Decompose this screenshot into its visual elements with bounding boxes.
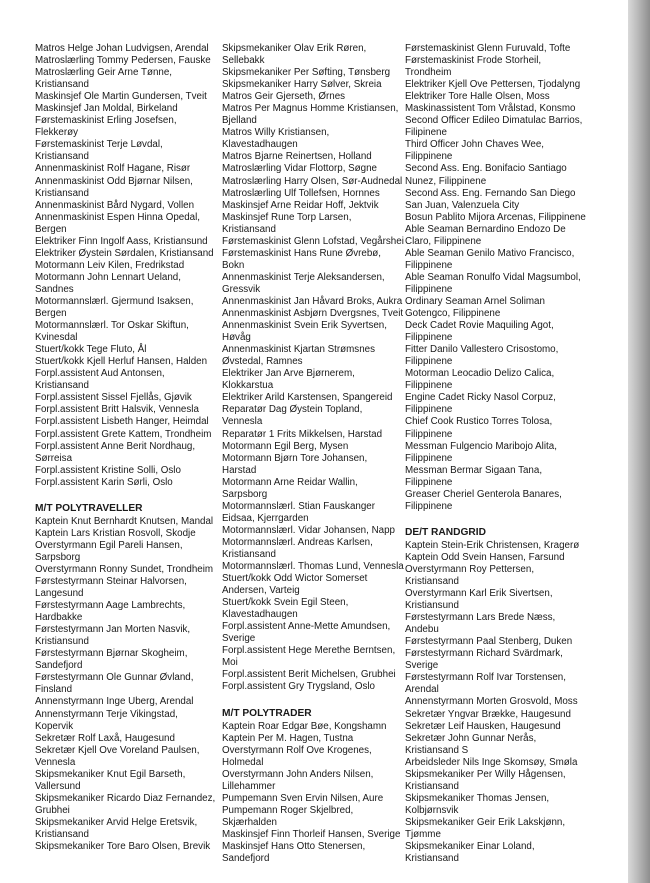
crew-entry-line: Motormann John Lennart Ueland,: [35, 271, 181, 283]
crew-entry-line: Bergen: [35, 223, 67, 235]
column-2: [222, 43, 420, 865]
crew-entry-line: Forpl.assistent Berit Michelsen, Grubhei: [222, 669, 396, 681]
crew-entry-line: Førstemaskinist Frode Storheil,: [405, 55, 542, 67]
crew-entry-line: Førstestyrmann Steinar Halvorsen,: [35, 576, 187, 588]
crew-entry-line: Filippinene: [405, 259, 453, 271]
crew-entry-line: Overstyrmann Karl Erik Sivertsen,: [405, 588, 553, 600]
crew-entry-line: Hardbakke: [35, 612, 83, 624]
crew-entry-line: Klokkarstua: [222, 380, 274, 392]
crew-entry-line: Elektriker Tore Halle Olsen, Moss: [405, 91, 550, 103]
crew-entry-line: Stuert/kokk Kjell Herluf Hansen, Halden: [35, 356, 208, 368]
crew-entry-line: Førstestyrmann Bjørnar Skogheim,: [35, 648, 188, 660]
crew-entry-line: Reparatør Dag Øystein Topland,: [222, 404, 363, 416]
crew-entry-line: Sandefjord: [35, 660, 83, 672]
crew-entry-line: Arbeidsleder Nils Inge Skomsøy, Smøla: [405, 756, 578, 768]
crew-entry-line: Motormann Arne Reidar Wallin,: [222, 476, 358, 488]
crew-entry-line: Second Ass. Eng. Bonifacio Santiago: [405, 163, 567, 175]
crew-entry-line: Matroslærling Harry Olsen, Sør-Audnedal: [222, 175, 403, 187]
crew-entry-line: Annenstyrmann Terje Vikingstad,: [35, 708, 178, 720]
crew-entry-line: Bosun Pablito Mijora Arcenas, Filippinene: [405, 211, 586, 223]
crew-entry-line: Deck Cadet Rovie Maquiling Agot,: [405, 320, 554, 332]
crew-entry-line: Kaptein Lars Kristian Rosvoll, Skodje: [35, 527, 196, 539]
crew-entry-line: Kristiansand: [35, 187, 89, 199]
crew-entry-line: Kristiansand: [35, 380, 89, 392]
crew-entry-line: Stuert/kokk Odd Wictor Somerset: [222, 573, 368, 585]
crew-entry-line: Forpl.assistent Anne-Mette Amundsen,: [222, 621, 391, 633]
crew-entry-line: Moi: [222, 657, 238, 669]
crew-entry-line: Kaptein Roar Edgar Bøe, Kongshamn: [222, 720, 387, 732]
crew-entry-line: Skipsmekaniker Per Søfting, Tønsberg: [222, 67, 391, 79]
crew-entry-line: Vallersund: [35, 780, 81, 792]
crew-entry-line: Skipsmekaniker Geir Erik Lakskjønn,: [405, 816, 566, 828]
crew-entry-line: Grubhei: [35, 804, 70, 816]
crew-entry-line: Finsland: [35, 684, 73, 696]
crew-entry-line: Claro, Filippinene: [405, 235, 482, 247]
crew-entry-line: Sekretær Rolf Laxå, Haugesund: [35, 732, 175, 744]
crew-entry-line: Kristiansand: [35, 151, 89, 163]
crew-entry-line: Maskinsjef Arne Reidar Hoff, Jektvik: [222, 199, 379, 211]
crew-entry-line: Kolbjørnsvik: [405, 804, 459, 816]
crew-entry-line: Holmedal: [222, 756, 264, 768]
crew-entry-line: Forpl.assistent Gry Trygsland, Oslo: [222, 681, 375, 693]
ship-heading-polytraveller: M/T POLYTRAVELLER: [35, 502, 143, 514]
crew-entry-line: Kristiansund: [405, 600, 459, 612]
crew-entry-line: Maskinassistent Tom Vrålstad, Konsmo: [405, 103, 576, 115]
crew-entry-line: Skipsmekaniker Thomas Jensen,: [405, 792, 550, 804]
crew-entry-line: Annenmaskinist Espen Hinna Opedal,: [35, 211, 201, 223]
crew-entry-line: Pumpemann Sven Ervin Nilsen, Aure: [222, 792, 384, 804]
crew-entry-line: Matroslærling Geir Arne Tønne,: [35, 67, 173, 79]
crew-entry-line: Forpl.assistent Grete Kattem, Trondheim: [35, 428, 212, 440]
crew-entry-line: Førstestyrmann Lars Brede Næss,: [405, 612, 556, 624]
crew-entry-line: Motormannslærl. Tor Oskar Skiftun,: [35, 320, 189, 332]
crew-list-randgrid: [405, 540, 603, 865]
crew-entry-line: Stuert/kokk Svein Egil Steen,: [222, 597, 349, 609]
crew-entry-line: Kristiansand: [405, 853, 459, 865]
crew-entry-line: Skipsmekaniker Per Willy Hågensen,: [405, 768, 566, 780]
crew-entry-line: Førstemaskinist Erling Josefsen,: [35, 115, 177, 127]
crew-entry-line: Gressvik: [222, 283, 261, 295]
crew-entry-line: Langesund: [35, 588, 84, 600]
crew-entry-line: Filippinene: [405, 452, 453, 464]
crew-entry-line: Sverige: [405, 660, 439, 672]
crew-entry-line: Annenstyrmann Morten Grosvold, Moss: [405, 696, 578, 708]
crew-entry-line: Skipsmekaniker Arvid Helge Eretsvik,: [35, 816, 198, 828]
crew-entry-line: Trondheim: [405, 67, 452, 79]
crew-entry-line: Annenmaskinist Bård Nygard, Vollen: [35, 199, 195, 211]
crew-entry-line: Annenmaskinist Asbjørn Dvergsnes, Tveit: [222, 308, 404, 320]
crew-entry-line: Maskinsjef Ole Martin Gundersen, Tveit: [35, 91, 207, 103]
column-1: [35, 43, 233, 853]
crew-entry-line: Sarpsborg: [35, 551, 81, 563]
crew-entry-line: Ordinary Seaman Arnel Soliman: [405, 295, 545, 307]
crew-entry-line: Motormannslærl. Andreas Karlsen,: [222, 536, 373, 548]
crew-entry-line: Kaptein Stein-Erik Christensen, Kragerø: [405, 539, 580, 551]
crew-entry-line: Vennesla: [35, 756, 76, 768]
crew-entry-line: Forpl.assistent Britt Halsvik, Vennesla: [35, 404, 199, 416]
crew-entry-line: Matros Willy Kristiansen,: [222, 127, 330, 139]
crew-entry-line: Maskinsjef Finn Thorleif Hansen, Sverige: [222, 829, 401, 840]
crew-entry-line: Kvinesdal: [35, 332, 78, 344]
crew-entry-line: Able Seaman Ronulfo Vidal Magsumbol,: [405, 271, 581, 283]
crew-list-polytrader: [222, 721, 420, 866]
crew-entry-line: Forpl.assistent Lisbeth Hanger, Heimdal: [35, 416, 209, 428]
crew-entry-line: Filippinene: [405, 428, 453, 440]
crew-entry-line: Annenmaskinist Svein Erik Syvertsen,: [222, 320, 387, 332]
crew-entry-line: Motormann Leiv Kilen, Fredrikstad: [35, 259, 185, 271]
crew-entry-line: Forpl.assistent Aud Antonsen,: [35, 368, 165, 380]
crew-entry-line: Kristiansand: [222, 548, 276, 560]
crew-entry-line: Filippinene: [405, 380, 453, 392]
column-3: [405, 43, 603, 865]
crew-entry-line: Forpl.assistent Karin Sørli, Oslo: [35, 476, 173, 488]
crew-entry-line: Filippinene: [405, 356, 453, 368]
crew-entry-line: Matroslærling Ulf Tollefsen, Hornnes: [222, 187, 380, 199]
crew-entry-line: Førstemaskinist Hans Rune Øvrebø,: [222, 247, 381, 259]
crew-entry-line: Reparatør 1 Frits Mikkelsen, Harstad: [222, 428, 383, 440]
crew-list-polytraveller-cont: [222, 43, 420, 694]
crew-entry-line: Førstestyrmann Aage Lambrechts,: [35, 600, 186, 612]
crew-entry-line: Kristiansand: [222, 223, 276, 235]
crew-list-polytraveller: [35, 516, 233, 853]
crew-entry-line: Third Officer John Chaves Wee,: [405, 139, 545, 151]
crew-entry-line: Skipsmekaniker Olav Erik Røren,: [222, 43, 367, 54]
crew-entry-line: Sørreisa: [35, 452, 73, 464]
crew-entry-line: Førstestyrmann Rolf Ivar Torstensen,: [405, 672, 566, 684]
crew-entry-line: Sverige: [222, 633, 256, 645]
crew-entry-line: Maskinsjef Rune Torp Larsen,: [222, 211, 352, 223]
crew-entry-line: Skjærhalden: [222, 816, 278, 828]
crew-entry-line: Arendal: [405, 684, 439, 696]
crew-entry-line: Sekretær Kjell Ove Voreland Paulsen,: [35, 744, 200, 756]
crew-entry-line: Elektriker Arild Karstensen, Spangereid: [222, 392, 393, 404]
crew-entry-line: Able Seaman Bernardino Endozo De: [405, 223, 566, 235]
crew-entry-line: Sekretær John Gunnar Nerås,: [405, 732, 537, 744]
crew-entry-line: San Juan, Valenzuela City: [405, 199, 520, 211]
crew-entry-line: Overstyrmann Egil Pareli Hansen,: [35, 539, 183, 551]
crew-entry-line: Matros Per Magnus Homme Kristiansen,: [222, 103, 399, 115]
crew-list-polytrader-cont: [405, 43, 603, 513]
crew-entry-line: Engine Cadet Ricky Nasol Corpuz,: [405, 392, 556, 404]
crew-entry-line: Bokn: [222, 259, 245, 271]
crew-entry-line: Matroslærling Tommy Pedersen, Fauske: [35, 55, 211, 67]
crew-entry-line: Matros Bjarne Reinertsen, Holland: [222, 151, 372, 163]
crew-entry-line: Bjelland: [222, 115, 257, 127]
crew-entry-line: Kristiansund: [35, 636, 89, 648]
crew-entry-line: Forpl.assistent Sissel Fjellås, Gjøvik: [35, 392, 192, 404]
crew-entry-line: Andersen, Varteig: [222, 585, 300, 597]
crew-entry-line: Annenstyrmann Inge Uberg, Arendal: [35, 696, 194, 708]
ship-heading-randgrid: DE/T RANDGRID: [405, 526, 486, 538]
ship-heading-polytrader: M/T POLYTRADER: [222, 707, 312, 719]
crew-entry-line: Maskinsjef Jan Moldal, Birkeland: [35, 103, 178, 115]
crew-entry-line: Filippinene: [405, 283, 453, 295]
crew-entry-line: Motormannslærl. Stian Fauskanger: [222, 500, 376, 512]
crew-entry-line: Førstestyrmann Jan Morten Nasvik,: [35, 624, 191, 636]
crew-entry-line: Forpl.assistent Kristine Solli, Oslo: [35, 464, 181, 476]
crew-entry-line: Harstad: [222, 464, 257, 476]
crew-entry-line: Forpl.assistent Hege Merethe Berntsen,: [222, 645, 396, 657]
crew-entry-line: Øvstedal, Ramnes: [222, 356, 303, 368]
crew-entry-line: Elektriker Kjell Ove Pettersen, Tjodalyng: [405, 79, 581, 91]
crew-entry-line: Annenmaskinist Terje Aleksandersen,: [222, 271, 385, 283]
crew-entry-line: Sellebakk: [222, 55, 265, 67]
crew-entry-line: Motormannslærl. Gjermund Isaksen,: [35, 295, 194, 307]
crew-entry-line: Maskinsjef Hans Otto Stenersen,: [222, 841, 366, 853]
crew-entry-line: Sekretær Yngvar Brække, Haugesund: [405, 708, 571, 720]
crew-entry-line: Vennesla: [222, 416, 263, 428]
crew-entry-line: Førstestyrmann Ole Gunnar Øvland,: [35, 672, 194, 684]
crew-entry-line: Skipsmekaniker Tore Baro Olsen, Brevik: [35, 841, 211, 853]
crew-entry-line: Stuert/kokk Tege Fluto, Ål: [35, 344, 147, 356]
crew-entry-line: Messman Fulgencio Maribojo Alita,: [405, 440, 557, 452]
crew-entry-line: Forpl.assistent Anne Berit Nordhaug,: [35, 440, 196, 452]
crew-entry-line: Kristiansand: [35, 79, 89, 91]
crew-entry-line: Pumpemann Roger Skjelbred,: [222, 804, 354, 816]
crew-entry-line: Motorman Leocadio Delizo Calica,: [405, 368, 555, 380]
crew-entry-line: Sandefjord: [222, 853, 270, 865]
crew-entry-line: Matros Geir Gjerseth, Ørnes: [222, 91, 346, 103]
crew-entry-line: Skipsmekaniker Ricardo Diaz Fernandez,: [35, 792, 216, 804]
crew-entry-line: Filippinene: [405, 151, 453, 163]
page-edge-shadow: [628, 0, 650, 883]
crew-entry-line: Kaptein Odd Svein Hansen, Farsund: [405, 551, 565, 563]
crew-entry-line: Sarpsborg: [222, 488, 268, 500]
crew-entry-line: Second Ass. Eng. Fernando San Diego: [405, 187, 576, 199]
crew-entry-line: Kristiansand: [405, 576, 459, 588]
crew-entry-line: Filippinene: [405, 500, 453, 512]
crew-entry-line: Annenmaskinist Rolf Hagane, Risør: [35, 163, 191, 175]
crew-entry-line: Greaser Cheriel Genterola Banares,: [405, 488, 562, 500]
crew-entry-line: Fitter Danilo Vallestero Crisostomo,: [405, 344, 559, 356]
crew-entry-line: Kristiansand S: [405, 744, 469, 756]
crew-entry-line: Kristiansand: [35, 829, 89, 840]
crew-entry-line: Motormann Bjørn Tore Johansen,: [222, 452, 368, 464]
crew-list-continued: [35, 43, 233, 489]
crew-entry-line: Matroslærling Vidar Flottorp, Søgne: [222, 163, 377, 175]
crew-entry-line: Klavestadhaugen: [222, 139, 298, 151]
crew-entry-line: Chief Cook Rustico Torres Tolosa,: [405, 416, 553, 428]
crew-entry-line: Skipsmekaniker Harry Sølver, Skreia: [222, 79, 382, 91]
crew-entry-line: Messman Bermar Sigaan Tana,: [405, 464, 543, 476]
crew-entry-line: Skipsmekaniker Einar Loland,: [405, 841, 535, 853]
crew-entry-line: Able Seaman Genilo Mativo Francisco,: [405, 247, 575, 259]
crew-entry-line: Overstyrmann Rolf Ove Krogenes,: [222, 744, 372, 756]
crew-entry-line: Tjømme: [405, 829, 441, 840]
crew-entry-line: Overstyrmann Ronny Sundet, Trondheim: [35, 563, 214, 575]
crew-entry-line: Overstyrmann John Anders Nilsen,: [222, 768, 374, 780]
crew-entry-line: Førstemaskinist Terje Løvdal,: [35, 139, 163, 151]
crew-entry-line: Second Officer Edileo Dimatulac Barrios,: [405, 115, 583, 127]
crew-entry-line: Førstestyrmann Richard Svärdmark,: [405, 648, 563, 660]
crew-entry-line: Kristiansand: [405, 780, 459, 792]
crew-entry-line: Overstyrmann Roy Pettersen,: [405, 563, 535, 575]
crew-entry-line: Annenmaskinist Odd Bjørnar Nilsen,: [35, 175, 193, 187]
crew-entry-line: Filippinene: [405, 404, 453, 416]
crew-entry-line: Matros Helge Johan Ludvigsen, Arendal: [35, 43, 209, 54]
crew-entry-line: Sekretær Leif Hausken, Haugesund: [405, 720, 561, 732]
crew-entry-line: Førstemaskinist Glenn Lofstad, Vegårshei: [222, 235, 404, 247]
crew-entry-line: Motormannslærl. Thomas Lund, Vennesla: [222, 561, 404, 573]
crew-entry-line: Kaptein Per M. Hagen, Tustna: [222, 732, 354, 744]
crew-entry-line: Andebu: [405, 624, 439, 636]
crew-entry-line: Førstestyrmann Paal Stenberg, Duken: [405, 636, 573, 648]
crew-entry-line: Annenmaskinist Kjartan Strømsnes: [222, 344, 375, 356]
crew-entry-line: Nunez, Filippinene: [405, 175, 487, 187]
crew-entry-line: Flekkerøy: [35, 127, 79, 139]
crew-entry-line: Sandnes: [35, 283, 74, 295]
crew-entry-line: Eidsaa, Kjerrgarden: [222, 512, 309, 524]
crew-entry-line: Filippinene: [405, 476, 453, 488]
crew-entry-line: Filippinene: [405, 332, 453, 344]
crew-entry-line: Elektriker Finn Ingolf Aass, Kristiansund: [35, 235, 208, 247]
crew-entry-line: Motormann Egil Berg, Mysen: [222, 440, 349, 452]
crew-entry-line: Lillehammer: [222, 780, 276, 792]
crew-entry-line: Høvåg: [222, 332, 251, 344]
crew-entry-line: Klavestadhaugen: [222, 609, 298, 621]
crew-entry-line: Førstemaskinist Glenn Furuvald, Tofte: [405, 43, 571, 54]
crew-entry-line: Bergen: [35, 308, 67, 320]
crew-entry-line: Elektriker Jan Arve Bjørnerem,: [222, 368, 355, 380]
crew-entry-line: Skipsmekaniker Knut Egil Barseth,: [35, 768, 186, 780]
crew-entry-line: Gotengco, Filippinene: [405, 308, 501, 320]
crew-entry-line: Motormannslærl. Vidar Johansen, Napp: [222, 524, 395, 536]
crew-entry-line: Filipinene: [405, 127, 447, 139]
crew-entry-line: Kaptein Knut Bernhardt Knutsen, Mandal: [35, 515, 214, 527]
crew-entry-line: Elektriker Øystein Sørdalen, Kristiansand: [35, 247, 214, 259]
crew-entry-line: Kopervik: [35, 720, 74, 732]
crew-entry-line: Annenmaskinist Jan Håvard Broks, Aukra: [222, 295, 403, 307]
